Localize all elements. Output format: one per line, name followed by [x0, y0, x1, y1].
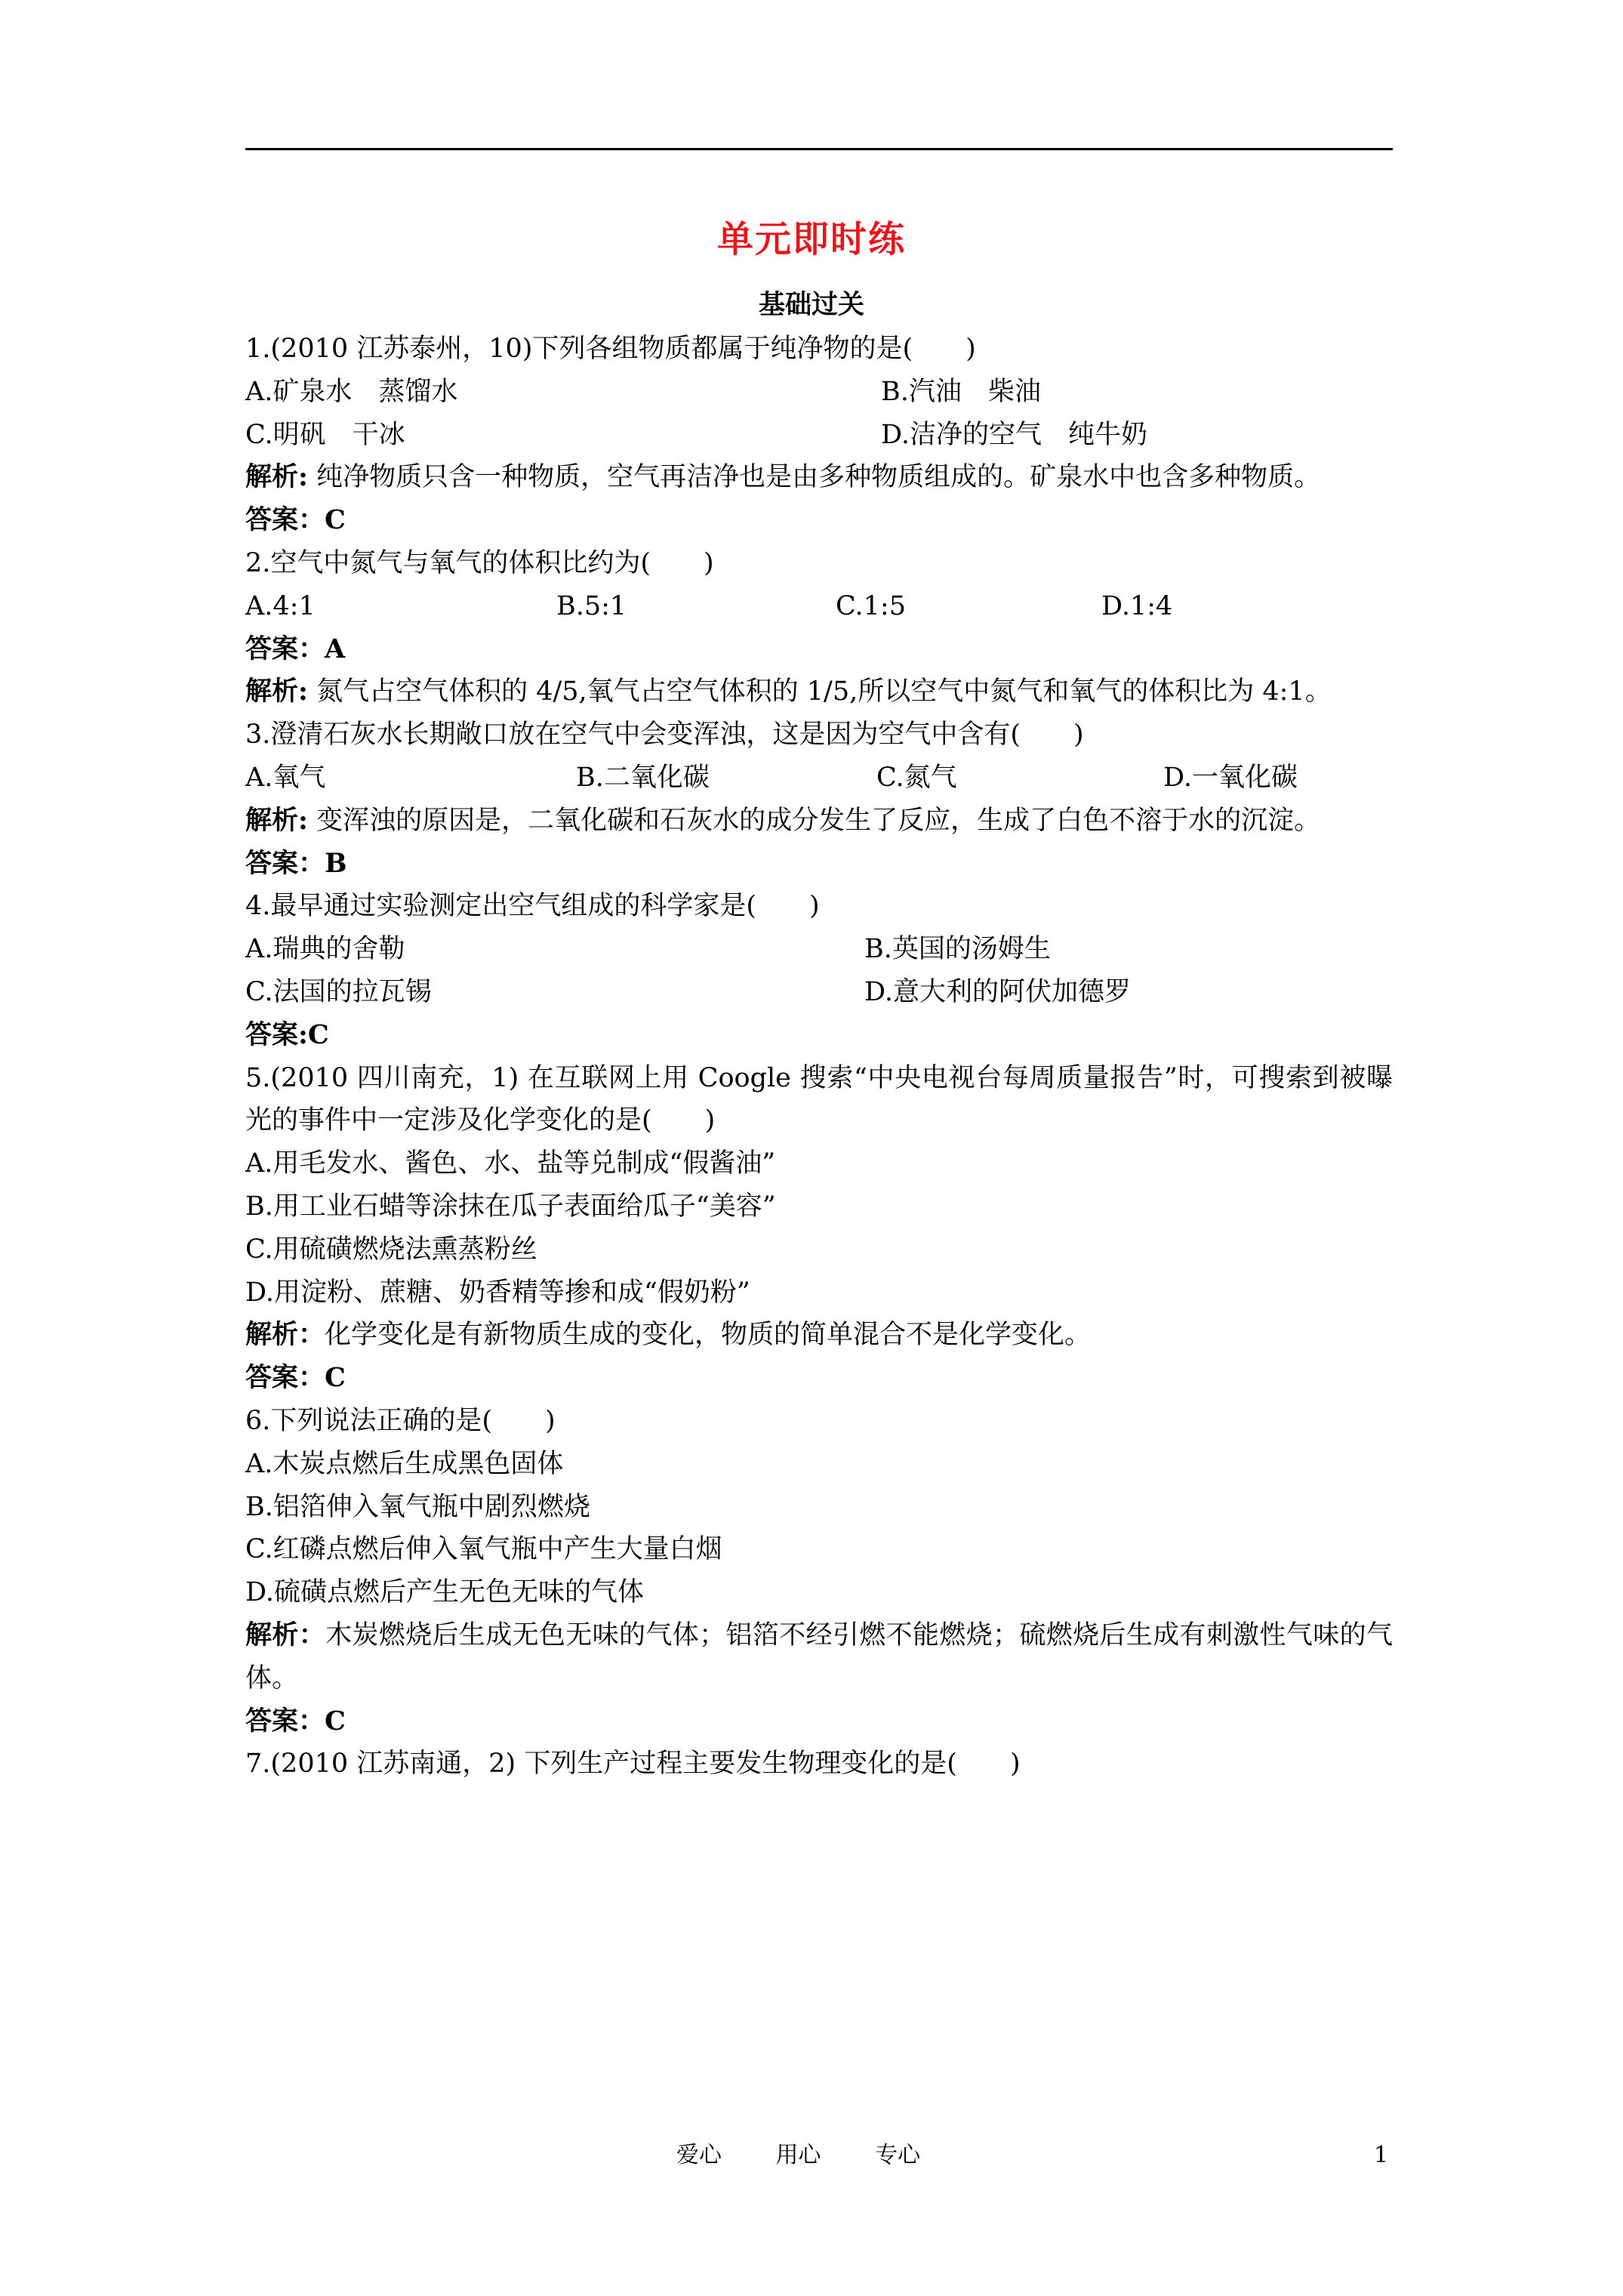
option-b: B.5:1 [556, 590, 627, 621]
option-d: D.洁净的空气 纯牛奶 [881, 419, 1147, 450]
footer-slogan-word: 专心 [875, 2142, 921, 2168]
analysis: 解析: 氮气占空气体积的 4/5,氧气占空气体积的 1/5,所以空气中氮气和氧气的体积比为 4:1。 [245, 676, 1332, 707]
option-c: C.红磷点燃后伸入氧气瓶中产生大量白烟 [245, 1534, 722, 1565]
analysis: 解析：木炭燃烧后生成无色无味的气体；铝箔不经引燃不能燃烧；硫燃烧后生成有刺激性气味的气体。 [245, 1619, 1393, 1693]
header-rule [245, 148, 1393, 150]
question-stem: 4.最早通过实验测定出空气组成的科学家是( ) [245, 891, 820, 922]
analysis-label: 解析 [245, 676, 299, 707]
option-c: C.用硫磺燃烧法熏蒸粉丝 [245, 1234, 537, 1265]
question-stem: 1.(2010 江苏泰州，10)下列各组物质都属于纯净物的是( ) [245, 334, 976, 364]
analysis-text: 纯净物质只含一种物质，空气再洁净也是由多种物质组成的。矿泉水中也含多种物质。 [316, 462, 1321, 493]
option-row [245, 928, 1393, 971]
analysis-label: 解析 [245, 804, 299, 836]
option-c: C.法国的拉瓦锡 [245, 976, 432, 1007]
option-a: A.4:1 [245, 590, 316, 621]
answer: 答案：C [245, 1362, 346, 1394]
section-title: 基础过关 [758, 289, 864, 320]
option-a: A.矿泉水 蒸馏水 [245, 376, 458, 407]
question-stem: 5.(2010 四川南充，1) 在互联网上用 Coogle 搜索“中央电视台每周质量报告”时，可搜索到被曝光的事件中一定涉及化学变化的是( ) [245, 1062, 1393, 1136]
analysis: 解析: 变浑浊的原因是，二氧化碳和石灰水的成分发生了反应，生成了白色不溶于水的沉淀。 [245, 804, 1321, 836]
answer: 答案：B [245, 847, 347, 879]
answer: 答案：C [245, 1705, 346, 1737]
analysis-label: 解析 [245, 1319, 299, 1351]
analysis-text: 变浑浊的原因是，二氧化碳和石灰水的成分发生了反应，生成了白色不溶于水的沉淀。 [316, 805, 1321, 836]
option-a: A.瑞典的舍勒 [245, 934, 405, 965]
analysis-text: 氮气占空气体积的 4/5,氧气占空气体积的 1/5,所以空气中氮气和氧气的体积比为 4:1。 [316, 676, 1332, 707]
question-list [245, 328, 1393, 1786]
answer: 答案:C [245, 1019, 329, 1050]
option-b: B.汽油 柴油 [881, 376, 1041, 407]
footer-slogan-word: 爱心 [676, 2142, 722, 2168]
option-row [245, 585, 1393, 628]
option-d: D.一氧化碳 [1163, 762, 1298, 793]
option-row [245, 757, 1393, 800]
option-row [245, 371, 1393, 414]
option-b: B.用工业石蜡等涂抹在瓜子表面给瓜子“美容” [245, 1191, 776, 1222]
answer: 答案：C [245, 504, 346, 536]
option-d: D.1:4 [1101, 590, 1173, 621]
footer-slogan [676, 2140, 967, 2171]
option-row [245, 414, 1393, 457]
option-d: D.硫磺点燃后产生无色无味的气体 [245, 1577, 644, 1608]
option-c: C.1:5 [836, 590, 906, 621]
option-d: D.用淀粉、蔗糖、奶香精等掺和成“假奶粉” [245, 1277, 750, 1308]
option-b: B.铝箔伸入氧气瓶中剧烈燃烧 [245, 1491, 590, 1522]
analysis-label: 解析 [245, 1619, 299, 1650]
analysis: 解析: 纯净物质只含一种物质，空气再洁净也是由多种物质组成的。矿泉水中也含多种物质。 [245, 461, 1321, 493]
analysis: 解析：化学变化是有新物质生成的变化，物质的简单混合不是化学变化。 [245, 1319, 1092, 1351]
question-stem: 6.下列说法正确的是( ) [245, 1405, 556, 1436]
option-a: A.木炭点燃后生成黑色固体 [245, 1448, 564, 1479]
analysis-text: 化学变化是有新物质生成的变化，物质的简单混合不是化学变化。 [325, 1320, 1092, 1351]
option-b: B.二氧化碳 [576, 762, 710, 793]
page-number: 1 [1374, 2142, 1389, 2168]
document-title: 单元即时练 [716, 218, 906, 260]
option-b: B.英国的汤姆生 [864, 934, 1051, 965]
question-stem: 7.(2010 江苏南通，2) 下列生产过程主要发生物理变化的是( ) [245, 1749, 1021, 1780]
question-stem: 2.空气中氮气与氧气的体积比约为( ) [245, 547, 714, 578]
answer: 答案：A [245, 633, 346, 664]
option-c: C.氮气 [876, 762, 957, 793]
page-footer [0, 2140, 1623, 2171]
option-d: D.意大利的阿伏加德罗 [864, 976, 1131, 1007]
option-a: A.用毛发水、酱色、水、盐等兑制成“假酱油” [245, 1148, 776, 1179]
option-row [245, 971, 1393, 1014]
question-stem: 3.澄清石灰水长期敞口放在空气中会变浑浊，这是因为空气中含有( ) [245, 720, 1084, 750]
option-a: A.氧气 [245, 762, 326, 793]
footer-slogan-word: 用心 [775, 2142, 821, 2168]
analysis-label: 解析 [245, 461, 299, 493]
analysis-text: 木炭燃烧后生成无色无味的气体；铝箔不经引燃不能燃烧；硫燃烧后生成有刺激性气味的气体。 [245, 1620, 1393, 1693]
option-c: C.明矾 干冰 [245, 419, 405, 450]
